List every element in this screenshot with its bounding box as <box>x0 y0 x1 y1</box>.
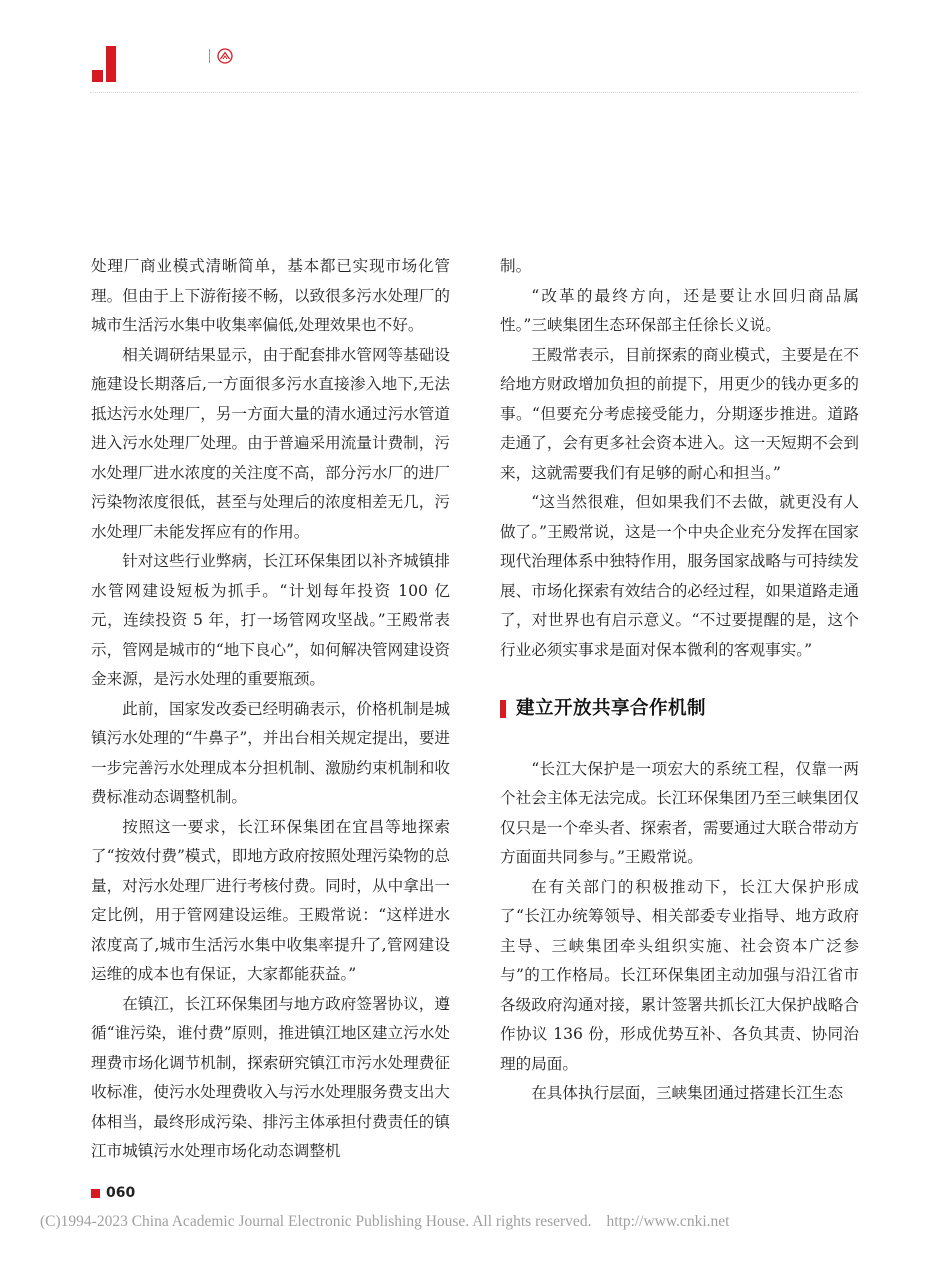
page-number: 060 <box>106 1185 136 1201</box>
header-rule <box>90 92 858 93</box>
body-paragraph: 王殿常表示，目前探索的商业模式，主要是在不给地方财政增加负担的前提下，用更少的钱办更多的事。“但要充分考虑接受能力，分期逐步推进。道路走通了，会有更多社会资本进入。这一天短期不会到来，这就需要我们有足够的耐心和担当。” <box>500 345 859 482</box>
body-paragraph: 在有关部门的积极推动下，长江大保护形成了“长江办统筹领导、相关部委专业指导、地方政府主导、三峡集团牵头组织实施、社会资本广泛参与”的工作格局。长江环保集团主动加强与沿江省市各级政府沟通对接，累计签署共抓长江大保护战略合作协议 136 份，形成优势互补、各负其责、协同治理的局面。 <box>500 877 859 1073</box>
body-paragraph: 针对这些行业弊病，长江环保集团以补齐城镇排水管网建设短板为抓手。“计划每年投资 100 亿元，连续投资 5 年，打一场管网攻坚战。”王殿常表示，管网是城市的“地下良心”，如何解决管网建设资金来源，是污水处理的重要瓶颈。 <box>91 552 451 688</box>
body-paragraph: 此前，国家发改委已经明确表示，价格机制是城镇污水处理的“牛鼻子”，并出台相关规定提出，要进一步完善污水处理成本分担机制、激励约束机制和收费标准动态调整机制。 <box>91 699 451 806</box>
body-paragraph: 按照这一要求，长江环保集团在宜昌等地探索了“按效付费”模式，即地方政府按照处理污染物的总量，对污水处理厂进行考核付费。同时，从中拿出一定比例，用于管网建设运维。王殿常说：“这样进水浓度高了,城市生活污水集中收集率提升了,管网建设运维的成本也有保证，大家都能获益。” <box>91 817 451 983</box>
footer-url[interactable]: http://www.cnki.net <box>606 1213 730 1230</box>
body-paragraph: “这当然很难，但如果我们不去做，就更没有人做了。”王殿常说，这是一个中央企业充分发挥在国家现代治理体系中独特作用，服务国家战略与可持续发展、市场化探索有效结合的必经过程，如果道路走通了，对世界也有启示意义。“不过要提醒的是，这个行业必须实事求是面对保本微利的客观事实。” <box>500 493 859 659</box>
right-column <box>500 252 859 1109</box>
body-paragraph: 在镇江，长江环保集团与地方政府签署协议，遵循“谁污染，谁付费”原则，推进镇江地区建立污水处理费市场化调节机制，探索研究镇江市污水处理费征收标准，使污水处理费收入与污水处理服务费支出大体相当，最终形成污染、排污主体承担付费责任的镇江市城镇污水处理市场化动态调整机 <box>91 994 451 1160</box>
logo-square <box>92 70 103 82</box>
copyright-footer <box>40 1213 729 1231</box>
page-folio <box>91 1185 135 1201</box>
body-paragraph: 制。 <box>500 257 532 275</box>
section-marker <box>500 700 506 718</box>
body-paragraph: 在具体执行层面，三峡集团通过搭建长江生态 <box>531 1084 844 1102</box>
logo-bar <box>106 46 116 82</box>
folio-marker <box>91 1189 100 1198</box>
body-paragraph: “改革的最终方向，还是要让水回归商品属性。”三峡集团生态环保部主任徐长义说。 <box>500 286 859 334</box>
body-paragraph: “长江大保护是一项宏大的系统工程，仅靠一两个社会主体无法完成。长江环保集团乃至三峡集团仅仅只是一个牵头者、探索者，需要通过大联合带动方方面面共同参与。”王殿常说。 <box>500 759 859 866</box>
section-heading <box>500 694 859 724</box>
copyright-text: (C)1994-2023 China Academic Journal Electronic Publishing House. All rights reserved. <box>40 1213 592 1230</box>
header-separator <box>209 49 210 63</box>
body-paragraph: 相关调研结果显示，由于配套排水管网等基础设施建设长期落后,一方面很多污水直接渗入地下,无法抵达污水处理厂，另一方面大量的清水通过污水管道进入污水处理厂处理。由于普遍采用流量计费制，污水处理厂进水浓度的关注度不高，部分污水厂的进厂污染物浓度很低，甚至与处理后的浓度相差无几，污水处理厂未能发挥应有的作用。 <box>91 345 450 541</box>
emblem-icon <box>216 48 234 64</box>
body-paragraph: 处理厂商业模式清晰简单，基本都已实现市场化管理。但由于上下游衔接不畅，以致很多污水处理厂的城市生活污水集中收集率偏低,处理效果也不好。 <box>91 257 450 334</box>
section-title: 建立开放共享合作机制 <box>516 698 707 719</box>
left-column <box>91 252 450 1167</box>
